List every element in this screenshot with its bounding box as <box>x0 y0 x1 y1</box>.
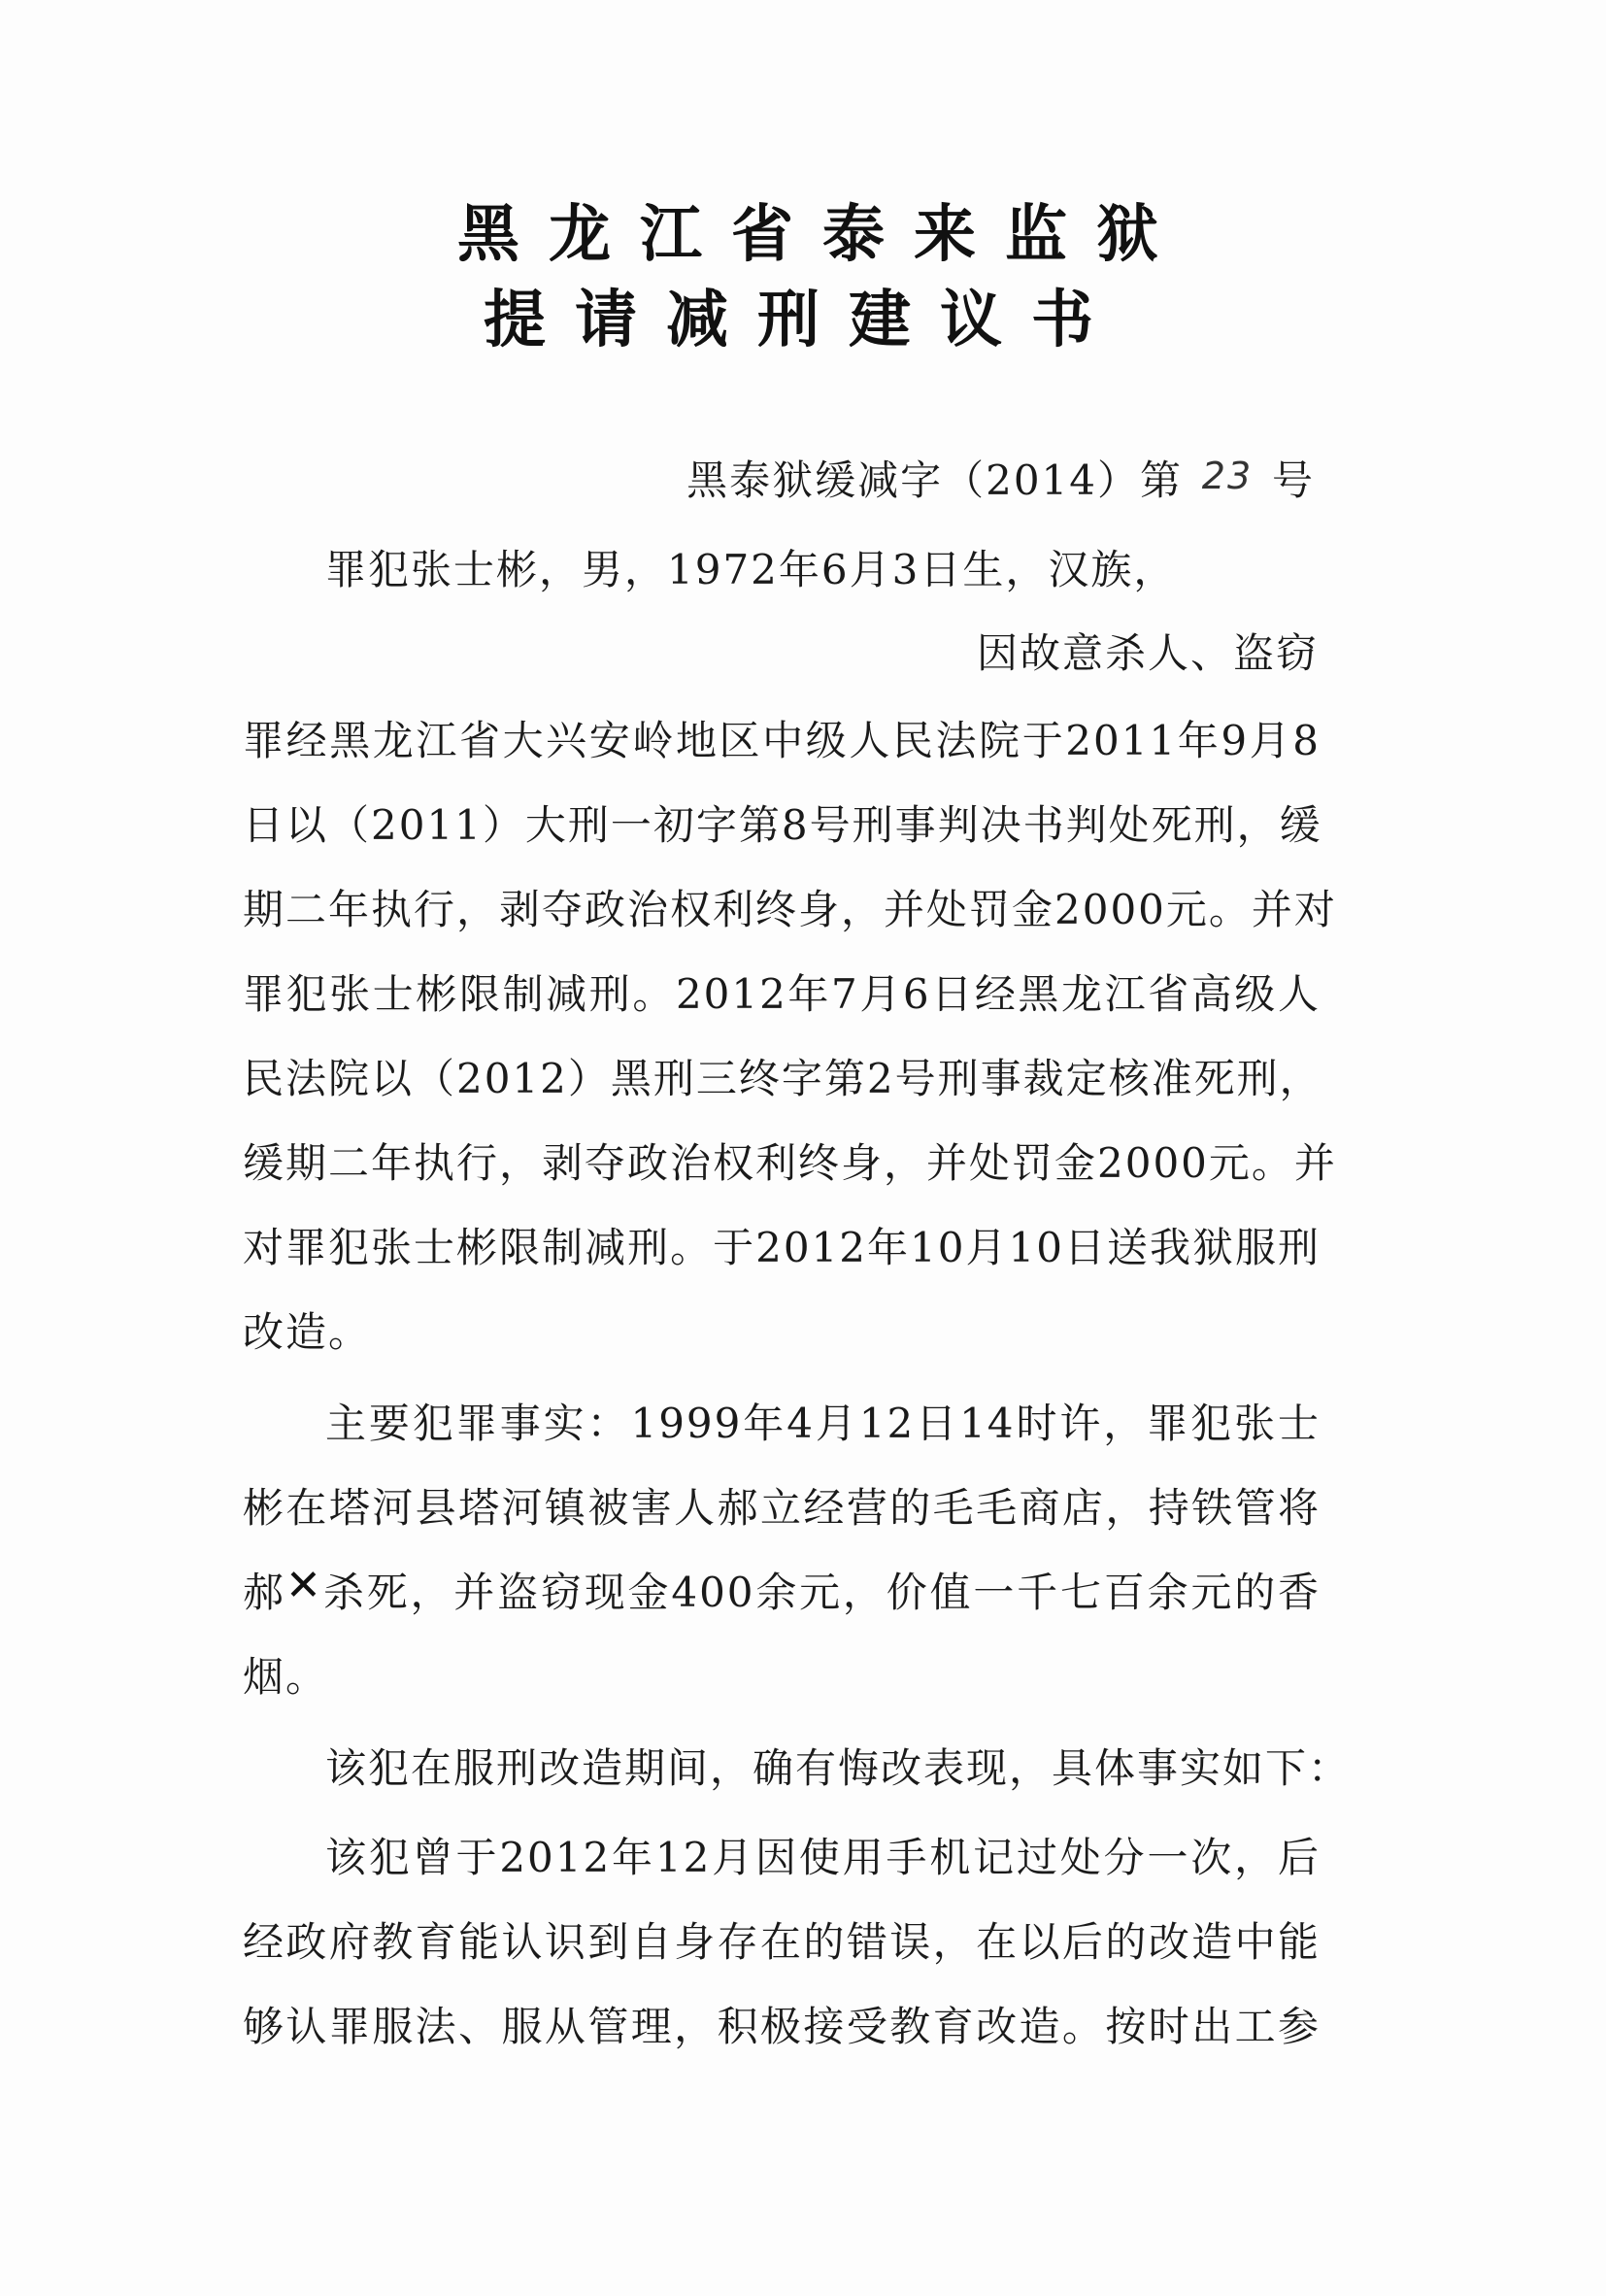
paragraph-line: 罪犯张士彬限制减刑。2012年7月6日经黑龙江省高级人 <box>243 970 1321 1018</box>
paragraph-line: 罪经黑龙江省大兴安岭地区中级人民法院于2011年9月8 <box>243 717 1321 764</box>
reform-line: 够认罪服法、服从管理，积极接受教育改造。按时出工参 <box>243 2003 1321 2050</box>
reform-line: 该犯曾于2012年12月因使用手机记过处分一次，后 <box>325 1834 1321 1881</box>
paragraph-line: 对罪犯张士彬限制减刑。于2012年10月10日送我狱服刑 <box>243 1224 1321 1271</box>
document-title-line2: 提请减刑建议书 <box>484 285 1122 356</box>
reform-line: 经政府教育能认识到自身存在的错误，在以后的改造中能 <box>243 1918 1321 1966</box>
intro-line-2: 因故意杀人、盗窃 <box>976 629 1319 677</box>
facts-line: 彬在塔河县塔河镇被害人郝立经营的毛毛商店，持铁管将 <box>243 1484 1321 1532</box>
paragraph-line: 改造。 <box>243 1308 372 1356</box>
paragraph-line: 期二年执行，剥夺政治权利终身，并处罚金2000元。并对 <box>243 886 1337 933</box>
paragraph-line: 民法院以（2012）黑刑三终字第2号刑事裁定核准死刑， <box>243 1055 1322 1102</box>
document-title-line1: 黑龙江省泰来监狱 <box>457 199 1188 271</box>
victim-surname: 郝 <box>243 1569 286 1616</box>
facts-line: 主要犯罪事实：1999年4月12日14时许，罪犯张士 <box>325 1400 1321 1447</box>
facts-line-redacted <box>243 1561 1321 1619</box>
document-number-suffix: 号 <box>1271 456 1315 504</box>
intro-line-1: 罪犯张士彬，男，1972年6月3日生，汉族， <box>325 546 1177 593</box>
redaction-mark-icon: ✕ <box>285 1561 323 1610</box>
document-number <box>686 449 1315 507</box>
paragraph-line: 缓期二年执行，剥夺政治权利终身，并处罚金2000元。并 <box>243 1139 1337 1187</box>
reform-intro: 该犯在服刑改造期间，确有悔改表现，具体事实如下： <box>325 1744 1352 1792</box>
document-number-prefix: 黑泰狱缓减字（2014）第 <box>686 456 1183 504</box>
paragraph-line: 日以（2011）大刑一初字第8号刑事判决书判处死刑，缓 <box>243 801 1322 849</box>
facts-line-rest: 杀死，并盗窃现金400余元，价值一千七百余元的香 <box>322 1569 1321 1616</box>
document-number-handwritten: 23 <box>1201 455 1254 497</box>
facts-line: 烟。 <box>243 1653 329 1701</box>
